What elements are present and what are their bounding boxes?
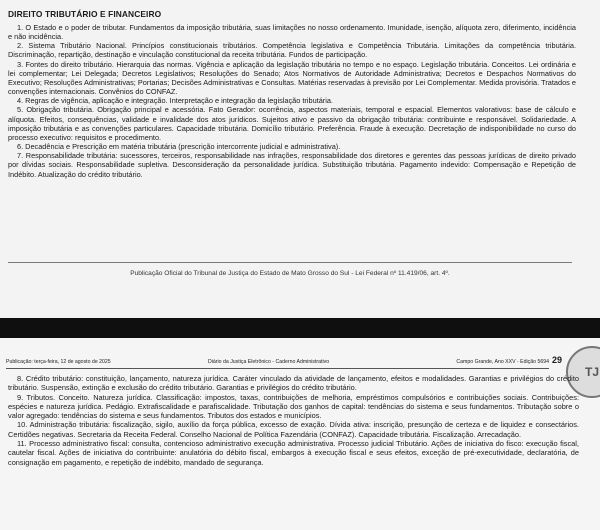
syllabus-item-10: 10. Administração tributária: fiscalização, sigilo, auxílio da força pública, excesso de exação. Dívida ativa: inscrição, presunção de certeza e de liquidez e consectários. Certidões negativas. Secretaria da Receita Federal. Conselho Nacional de Política Fazendária (CONFAZ). Capacidade tributária. Fiscalização. Arrecadação. [8,420,579,439]
footer-divider [8,262,572,263]
document-page-bottom [0,338,600,530]
syllabus-item-1: 1. O Estado e o poder de tributar. Fundamentos da imposição tributária, suas limitações no nosso ordenamento. Imunidade, isenção, alíquota zero, diferimento, incidência e não incidência. [8,23,576,42]
syllabus-item-6: 6. Decadência e Prescrição em matéria tributária (prescrição intercorrente judicial e administrativa). [17,142,341,152]
page-separator [0,318,600,338]
court-seal-icon: TJ [566,346,600,398]
syllabus-item-3: 3. Fontes do direito tributário. Hierarquia das normas. Vigência e aplicação da legislação tributária no tempo e no espaço. Legislação tributária. Conceitos. Lei ordinária e lei complementar; Lei Delegada; Decretos Legislativos; Resoluções do Senado; Atos Normativos de Autoridade Administrativa; Decretos e Despachos Normativos do Executivo; Resoluções Administrativas; Portarias; Decisões Administrativas e Consultas. Matérias reservadas à previsão por Lei Complementar. Medida provisória. Tratados e convenções internacionais. Convênios do CONFAZ. [8,59,576,97]
syllabus-section-continued [8,374,579,467]
syllabus-item-7: 7. Responsabilidade tributária: sucessores, terceiros, responsabilidade nas infrações, responsabilidade dos diretores e gerentes das pessoas jurídicas de direito privado por dívidas sociais. Responsabilidade supletiva. Desconsideração da personalidade jurídica. Substituição tributária. Pagamento indevido: Compensação e Repetição de Indébito. Atualização do crédito tributário. [8,151,576,179]
publication-footer-note: Publicação Oficial do Tribunal de Justiça do Estado de Mato Grosso do Sul - Lei Federal nº 11.419/06, art. 4º. [130,270,450,277]
syllabus-item-11: 11. Processo administrativo fiscal: consulta, contencioso administrativo execução administrativa. Processo judicial Tributário. Ações de iniciativa do fisco: execução fiscal, cautelar fiscal. Ações de iniciativa do contribuinte: anulatória do débito fiscal, embargos à execução fiscal e seus efeitos, exceção de pré-executividade, declaratória, de consignação em pagamento, e repetição de indébito, mandado de segurança. [8,439,579,467]
syllabus-item-4: 4. Regras de vigência, aplicação e integração. Interpretação e integração da legislação tributária. [17,96,333,106]
header-edition: Campo Grande, Ano XXV - Edição 5694 [456,359,549,365]
syllabus-item-5: 5. Obrigação tributária. Obrigação principal e acessória. Fato Gerador: ocorrência, aspectos materiais, temporal e espacial. Elementos valorativos: base de cálculo e alíquota. Efeitos, consequências, validade e invalidade dos atos jurídicos. Sujeitos ativo e passivo da obrigação tributária: contribuinte e responsável. Solidariedade. A imposição tributária e as convenções particulares. Capacidade tributária. Domicílio tributário. Preferência. Fraude à execução. Decretação de indisponibilidade no curso do processo executivo: requisitos e procedimento. [8,105,576,142]
page-number: 29 [552,355,563,365]
section-title: DIREITO TRIBUTÁRIO E FINANCEIRO [8,9,162,19]
syllabus-section [8,9,576,179]
syllabus-item-8: 8. Crédito tributário: constituição, lançamento, natureza jurídica. Caráter vinculado da atividade de lançamento, efeitos e modalidades. Garantias e privilégios do crédito tributário. Suspensão, extinção e exclusão do crédito tributário. Garantias e privilégios do crédito tributário. [8,374,579,393]
syllabus-item-2: 2. Sistema Tributário Nacional. Princípios constitucionais tributários. Competência legislativa e Competência Tributária. Limitações da competência tributária. Discriminação, repartição, destinação e vinculação constitucional da receita tributária. Fundos de participação. [8,41,576,60]
header-journal-name: Diário da Justiça Eletrônico - Caderno Administrativo [208,359,330,365]
page-header [6,358,549,369]
syllabus-item-9: 9. Tributos. Conceito. Natureza jurídica. Classificação: impostos, taxas, contribuições de melhoria, empréstimos compulsórios e contribuições sociais. Contribuições: espécies e natureza jurídica. Pedágio. Extrafiscalidade e parafiscalidade. Tributação dos ganhos de capital: tendências do sistema e seus fundamentos. Tributação sobre o valor agregado: tendências do sistema e seus fundamentos. Tributos dos estados e municípios. [8,392,579,421]
header-publication-date: Publicação: terça-feira, 12 de agosto de 2025 [6,359,111,365]
